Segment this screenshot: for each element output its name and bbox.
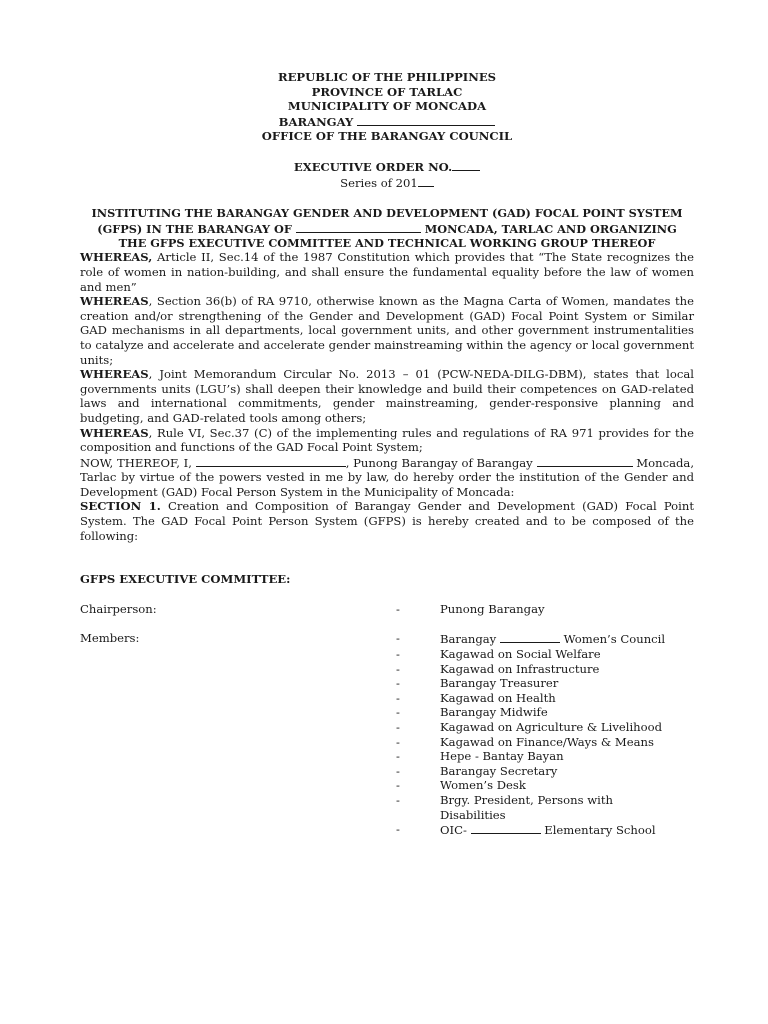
list-item: - Brgy. President, Persons with [396, 792, 613, 807]
dash: - [396, 601, 400, 616]
order-title-line-1: INSTITUTING THE BARANGAY GENDER AND DEVELOPMENT (GAD) FOCAL POINT SYSTEM [91, 206, 683, 221]
header-republic: REPUBLIC OF THE PHILIPPINES [277, 70, 497, 84]
executive-order-block [80, 159, 694, 190]
chairperson-row [80, 602, 694, 617]
series-year-blank [418, 175, 434, 187]
header-barangay [80, 114, 694, 130]
list-item: - Kagawad on Health [396, 690, 556, 705]
list-item: Members: - Barangay Women’s Council [80, 631, 666, 647]
chairperson-value: Punong Barangay [440, 601, 545, 616]
list-item: - Kagawad on Infrastructure [396, 661, 600, 676]
womens-council-barangay-blank [500, 631, 560, 643]
whereas-clause-1: WHEREAS, Article II, Sec.14 of the 1987 Constitution which provides that “The State recognizes the role of women in nation-building, and shall ensure the fundamental equality before the law of women and men” [80, 250, 694, 294]
order-title-line-3: THE GFPS EXECUTIVE COMMITTEE AND TECHNICAL WORKING GROUP THEREOF [118, 235, 656, 250]
list-item: - Barangay Secretary [396, 763, 558, 778]
members-label: Members: [80, 631, 140, 646]
executive-order-number: EXECUTIVE ORDER NO. [80, 159, 694, 175]
header-province: PROVINCE OF TARLAC [311, 84, 463, 99]
header-office: OFFICE OF THE BARANGAY COUNCIL [261, 129, 513, 144]
whereas-clause-3: WHEREAS, Joint Memorandum Circular No. 2013 – 01 (PCW-NEDA-DILG-DBM), states that local governments units (LGU’s) shall deepen their knowledge and build their competences on GAD-related laws and international commitments, gender mainstreaming, gender-responsive planning and budgeting, and GAD-related tools among others; [80, 367, 694, 425]
barangay-label: BARANGAY [278, 114, 354, 129]
punong-barangay-name-blank [196, 455, 346, 467]
list-item: - Barangay Treasurer [396, 676, 559, 691]
list-item: - Kagawad on Agriculture & Livelihood [396, 720, 662, 734]
list-item: - Hepe - Bantay Bayan [396, 749, 564, 764]
barangay-of-blank [296, 221, 421, 233]
committee-title: GFPS EXECUTIVE COMMITTEE: [80, 572, 291, 587]
list-item: - Women’s Desk [396, 778, 526, 793]
chairperson-label: Chairperson: [80, 601, 157, 616]
now-thereof-clause: NOW, THEREOF, I, , Punong Barangay of Barangay Moncada, Tarlac by virtue of the powers vested in me by law, do hereby order the institution of the Gender and Development (GAD) Focal Person System in the Municipality of Moncada: [80, 455, 695, 499]
series-line: Series of 201 [80, 175, 694, 191]
list-item: Disabilities [440, 807, 506, 822]
list-item: - Kagawad on Social Welfare [396, 647, 601, 662]
whereas-clause-4: WHEREAS, Rule VI, Sec.37 (C) of the implementing rules and regulations of RA 971 provides for the composition and functions of the GAD Focal Point System; [80, 425, 694, 455]
header-municipality: MUNICIPALITY OF MONCADA [287, 99, 487, 114]
members-list [80, 631, 694, 837]
order-title [80, 206, 694, 250]
list-item: - Kagawad on Finance/Ways & Means [396, 734, 654, 749]
order-number-blank [452, 159, 480, 171]
list-item: - Barangay Midwife [396, 705, 548, 720]
elementary-school-blank [471, 822, 541, 834]
barangay-name-blank [357, 114, 495, 126]
list-item: - OIC- Elementary School [396, 822, 656, 838]
barangay-name-blank-2 [537, 455, 633, 467]
document-header [80, 70, 694, 144]
section-1: SECTION 1. Creation and Composition of Barangay Gender and Development (GAD) Focal Point System. The GAD Focal Point Person System (GFPS) is hereby created and to be composed of the following: [80, 499, 694, 543]
order-title-line-2: (GFPS) IN THE BARANGAY OF MONCADA, TARLAC AND ORGANIZING [97, 221, 677, 236]
whereas-clause-2: WHEREAS, Section 36(b) of RA 9710, otherwise known as the Magna Carta of Women, mandates the creation and/or strengthening of the Gender and Development (GAD) Focal Point System or Similar GAD mechanisms in all departments, local government units, and other government instrumentalities to catalyze and accelerate and accelerate gender mainstreaming within the agency or local government units; [80, 294, 694, 367]
